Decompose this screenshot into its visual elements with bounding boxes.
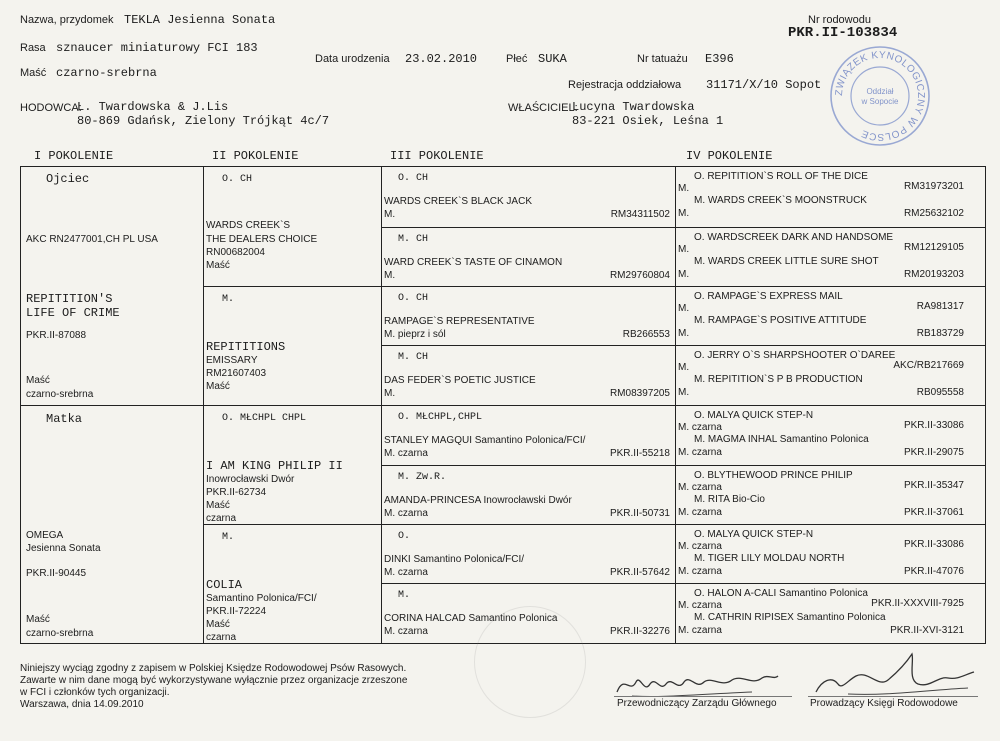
gen3-color: M. czarna xyxy=(384,626,428,637)
branch-value: 31171/X/10 Sopot xyxy=(706,78,822,92)
gen4-sire-reg: PKR.II-XXXVIII-7925 xyxy=(871,598,964,609)
gen3-title: M. Zw.R. xyxy=(398,472,447,483)
gen3-reg: RM29760804 xyxy=(609,270,670,281)
gen4-dam-name: M. MAGMA INHAL Samantino Polonica xyxy=(694,434,869,445)
gen4-dam-reg: PKR.II-XVI-3121 xyxy=(890,625,964,636)
gen3-reg: RM34311502 xyxy=(610,209,670,220)
stamp-ring-text: ZWIĄZEK KYNOLOGICZNY W POLSCE xyxy=(833,49,927,143)
color-label: Maść xyxy=(20,67,47,79)
gen3-color: M. xyxy=(384,270,396,281)
gen2-line-2: EMISSARY xyxy=(206,355,258,366)
column-header-gen4: IV POKOLENIE xyxy=(686,149,773,163)
stamp-inner-line-1: Oddział xyxy=(866,87,894,96)
mother-name-2: Jesienna Sonata xyxy=(26,543,101,554)
gen3-name: DAS FEDER`S POETIC JUSTICE xyxy=(384,375,536,386)
gen3-title: M. xyxy=(398,590,411,601)
gen4-dam-color: M. czarna xyxy=(678,507,722,518)
signature-chairman-label: Przewodniczący Zarządu Głównego xyxy=(617,698,777,709)
dob-value: 23.02.2010 xyxy=(405,52,478,66)
gen4-dam-reg: PKR.II-37061 xyxy=(903,507,964,518)
gen4-dam-name: M. WARDS CREEK LITTLE SURE SHOT xyxy=(694,256,879,267)
gen3-name: AMANDA-PRINCESA Inowrocławski Dwór xyxy=(384,495,572,506)
gen4-sire-color: M. xyxy=(678,303,690,314)
gen4-sire-name: O. MALYA QUICK STEP-N xyxy=(694,529,814,540)
gen3-name: RAMPAGE`S REPRESENTATIVE xyxy=(384,316,535,327)
gen2-line-2: THE DEALERS CHOICE xyxy=(206,234,318,245)
gen4-sire-name: O. BLYTHEWOOD PRINCE PHILIP xyxy=(694,470,853,481)
father-title: Ojciec xyxy=(46,172,90,186)
dog-name: TEKLA Jesienna Sonata xyxy=(124,13,276,27)
gen4-dam-color: M. xyxy=(678,328,690,339)
gen3-title: O. CH xyxy=(398,173,429,184)
gen4-sire-color: M. czarna xyxy=(678,422,722,433)
gen4-dam-name: M. TIGER LILY MOLDAU NORTH xyxy=(694,553,845,564)
gen3-title: O. CH xyxy=(398,293,429,304)
father-name-2: LIFE OF CRIME xyxy=(26,306,120,320)
father-color-label: Maść xyxy=(26,375,50,386)
father-pkr: PKR.II-87088 xyxy=(26,330,87,341)
breed-label: Rasa xyxy=(20,42,46,54)
gen4-sire-name: O. HALON A-CALI Samantino Polonica xyxy=(694,588,868,599)
gen4-dam-color: M. xyxy=(678,387,690,398)
tattoo-value: E396 xyxy=(705,52,734,66)
gen4-dam-color: M. xyxy=(678,269,690,280)
mother-title: Matka xyxy=(46,412,83,426)
branch-label: Rejestracja oddziałowa xyxy=(568,79,682,91)
gen4-dam-reg: RM20193203 xyxy=(903,269,964,280)
sex-value: SUKA xyxy=(538,52,567,66)
gen2-line-3: RM21607403 xyxy=(206,368,267,379)
gen2-title: O. MŁCHPL CHPL xyxy=(222,413,307,424)
gen3-color: M. czarna xyxy=(384,508,428,519)
gen2-title: M. xyxy=(222,532,235,543)
gen2-line-4: Maść xyxy=(206,619,230,630)
gen3-color: M. czarna xyxy=(384,567,428,578)
gen2-name: WARDS CREEK`S xyxy=(206,220,291,231)
gen4-sire-name: O. REPITITION`S ROLL OF THE DICE xyxy=(694,171,868,182)
gen3-name: STANLEY MAGQUI Samantino Polonica/FCI/ xyxy=(384,435,586,446)
registration-label: Nr rodowodu xyxy=(808,14,871,26)
signature-registrar-label: Prowadzący Księgi Rodowodowe xyxy=(810,698,958,709)
father-color: czarno-srebrna xyxy=(26,389,94,400)
gen2-title: O. CH xyxy=(222,174,253,185)
column-header-gen2: II POKOLENIE xyxy=(212,149,299,163)
footer-line-3: w FCI i członków tych organizacji. xyxy=(20,687,170,698)
gen4-sire-reg: RM12129105 xyxy=(903,242,964,253)
gen4-sire-color: M. czarna xyxy=(678,482,722,493)
gen2-line-4: Maść xyxy=(206,381,230,392)
gen3-name: WARD CREEK`S TASTE OF CINAMON xyxy=(384,257,563,268)
gen3-title: O. MŁCHPL,CHPL xyxy=(398,412,483,423)
gen4-dam-color: M. czarna xyxy=(678,447,722,458)
mother-name-1: OMEGA xyxy=(26,530,64,541)
gen3-color: M. xyxy=(384,209,396,220)
mother-color-label: Maść xyxy=(26,614,50,625)
stamp-inner-line-2: w Sopocie xyxy=(861,97,899,106)
gen4-dam-reg: PKR.II-29075 xyxy=(903,447,964,458)
gen4-dam-name: M. RAMPAGE`S POSITIVE ATTITUDE xyxy=(694,315,867,326)
father-name-1: REPITITION'S xyxy=(26,292,113,306)
gen4-sire-reg: PKR.II-35347 xyxy=(903,480,964,491)
gen2-line-5: czarna xyxy=(206,513,237,524)
gen4-dam-name: M. CATHRIN RIPISEX Samantino Polonica xyxy=(694,612,886,623)
gen2-line-4: Maść xyxy=(206,260,230,271)
footer-date: Warszawa, dnia 14.09.2010 xyxy=(20,699,144,710)
gen4-sire-reg: PKR.II-33086 xyxy=(903,420,964,431)
mother-pkr: PKR.II-90445 xyxy=(26,568,87,579)
gen4-sire-color: M. czarna xyxy=(678,600,722,611)
gen4-sire-color: M. xyxy=(678,244,690,255)
owner-label: WŁAŚCICIEL: xyxy=(508,102,578,114)
gen3-reg: PKR.II-32276 xyxy=(609,626,670,637)
gen2-line-3: RN00682004 xyxy=(206,247,265,258)
gen4-dam-reg: RM25632102 xyxy=(903,208,964,219)
gen4-dam-name: M. RITA Bio-Cio xyxy=(694,494,765,505)
gen4-dam-color: M. czarna xyxy=(678,566,722,577)
gen2-name: REPITITIONS xyxy=(206,340,286,354)
name-label: Nazwa, przydomek xyxy=(20,14,114,26)
gen3-reg: PKR.II-50731 xyxy=(609,508,670,519)
tattoo-label: Nr tatuażu xyxy=(637,53,688,65)
father-reg: AKC RN2477001,CH PL USA xyxy=(26,234,158,245)
gen4-dam-color: M. czarna xyxy=(678,625,722,636)
gen3-title: M. CH xyxy=(398,234,429,245)
footer-line-2: Zawarte w nim dane mogą być wykorzystywane wyłącznie przez organizacje zrzeszone xyxy=(20,675,408,686)
gen3-name: DINKI Samantino Polonica/FCI/ xyxy=(384,554,525,565)
mother-color: czarno-srebrna xyxy=(26,628,94,639)
gen4-sire-name: O. MALYA QUICK STEP-N xyxy=(694,410,814,421)
gen4-dam-name: M. WARDS CREEK`S MOONSTRUCK xyxy=(694,195,867,206)
gen2-name: I AM KING PHILIP II xyxy=(206,459,343,473)
gen4-dam-color: M. xyxy=(678,208,690,219)
association-stamp xyxy=(828,44,932,148)
gen2-name: COLIA xyxy=(206,578,243,592)
gen4-sire-name: O. JERRY O`S SHARPSHOOTER O`DAREE xyxy=(694,350,896,361)
gen4-dam-reg: RB095558 xyxy=(916,387,964,398)
gen4-sire-color: M. xyxy=(678,362,690,373)
gen4-sire-name: O. WARDSCREEK DARK AND HANDSOME xyxy=(694,232,894,243)
gen4-sire-color: M. xyxy=(678,183,690,194)
gen2-line-5: czarna xyxy=(206,632,237,643)
gen3-reg: RB266553 xyxy=(622,329,670,340)
gen3-color: M. czarna xyxy=(384,448,428,459)
gen3-color: M. pieprz i sól xyxy=(384,329,446,340)
column-header-gen3: III POKOLENIE xyxy=(390,149,484,163)
gen3-name: CORINA HALCAD Samantino Polonica xyxy=(384,613,558,624)
gen3-reg: PKR.II-57642 xyxy=(609,567,670,578)
gen2-title: M. xyxy=(222,294,235,305)
gen3-reg: PKR.II-55218 xyxy=(609,448,670,459)
gen4-sire-reg: PKR.II-33086 xyxy=(903,539,964,550)
gen4-sire-name: O. RAMPAGE`S EXPRESS MAIL xyxy=(694,291,843,302)
dob-label: Data urodzenia xyxy=(315,53,390,65)
gen4-dam-name: M. REPITITION`S P B PRODUCTION xyxy=(694,374,863,385)
gen2-line-2: Samantino Polonica/FCI/ xyxy=(206,593,317,604)
owner-line-1: Lucyna Twardowska xyxy=(572,100,695,114)
gen2-line-4: Maść xyxy=(206,500,230,511)
gen3-color: M. xyxy=(384,388,396,399)
gen3-name: WARDS CREEK`S BLACK JACK xyxy=(384,196,532,207)
gen4-sire-reg: RM31973201 xyxy=(903,181,964,192)
gen4-sire-color: M. czarna xyxy=(678,541,722,552)
breeder-label: HODOWCA: xyxy=(20,102,82,114)
gen4-dam-reg: RB183729 xyxy=(916,328,964,339)
gen4-dam-reg: PKR.II-47076 xyxy=(903,566,964,577)
gen2-line-3: PKR.II-72224 xyxy=(206,606,267,617)
gen2-line-3: PKR.II-62734 xyxy=(206,487,267,498)
gen3-reg: RM08397205 xyxy=(609,388,670,399)
stamp-graphic xyxy=(828,44,932,148)
gen4-sire-reg: AKC/RB217669 xyxy=(893,360,964,371)
gen3-title: O. xyxy=(398,531,411,542)
footer-line-1: Niniejszy wyciąg zgodny z zapisem w Polskiej Księdze Rodowodowej Psów Rasowych. xyxy=(20,663,407,674)
gen4-sire-reg: RA981317 xyxy=(916,301,964,312)
color-value: czarno-srebrna xyxy=(56,66,157,80)
column-header-gen1: I POKOLENIE xyxy=(34,149,114,163)
owner-line-2: 83-221 Osiek, Leśna 1 xyxy=(572,114,724,128)
registration-number: PKR.II-103834 xyxy=(788,25,898,41)
breeder-line-2: 80-869 Gdańsk, Zielony Trójkąt 4c/7 xyxy=(77,114,330,128)
sex-label: Płeć xyxy=(506,53,528,65)
breeder-line-1: L. Twardowska & J.Lis xyxy=(77,100,229,114)
signature-registrar xyxy=(808,650,978,702)
breed-value: sznaucer miniaturowy FCI 183 xyxy=(56,41,258,55)
gen3-title: M. CH xyxy=(398,352,429,363)
embossed-seal xyxy=(474,606,586,718)
gen2-line-2: Inowrocławski Dwór xyxy=(206,474,295,485)
